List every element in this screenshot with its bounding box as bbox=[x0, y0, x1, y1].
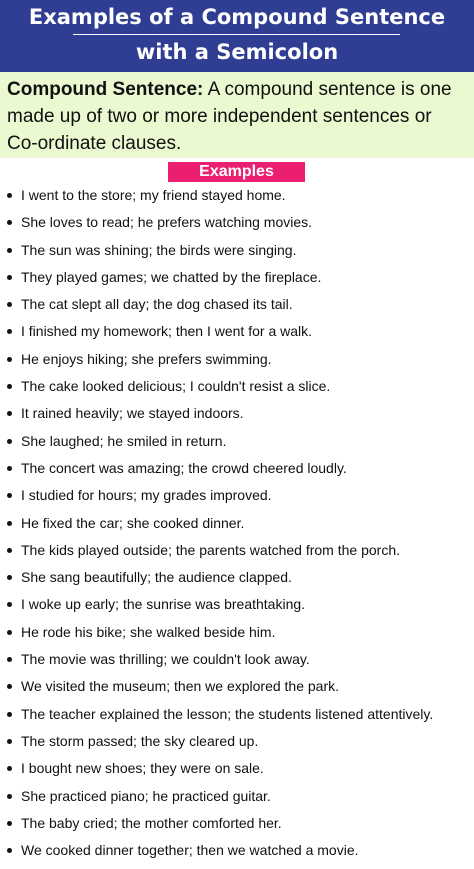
title-divider bbox=[73, 34, 400, 35]
example-item bbox=[0, 373, 474, 400]
definition-term: Compound Sentence: bbox=[7, 79, 204, 100]
example-text: I finished my homework; then I went for a walk. bbox=[21, 323, 313, 340]
bullet-icon bbox=[7, 739, 12, 744]
bullet-icon bbox=[7, 248, 12, 253]
example-item bbox=[0, 291, 474, 318]
bullet-icon bbox=[7, 193, 12, 198]
definition-text: A compound sentence is one made up of two or more independent sentences or Co-ordinate clauses. bbox=[7, 79, 452, 154]
page-title-line-2: with a Semicolon bbox=[135, 40, 339, 64]
example-text: The sun was shining; the birds were singing. bbox=[21, 241, 297, 258]
example-item bbox=[0, 591, 474, 618]
example-text: He fixed the car; she cooked dinner. bbox=[21, 514, 245, 531]
example-text: He enjoys hiking; she prefers swimming. bbox=[21, 350, 272, 367]
page-title-line-1: Examples of a Compound Sentence bbox=[28, 5, 446, 29]
example-text: We cooked dinner together; then we watched a movie. bbox=[21, 842, 359, 859]
example-item bbox=[0, 510, 474, 537]
example-text: The teacher explained the lesson; the students listened attentively. bbox=[21, 705, 434, 722]
example-item bbox=[0, 673, 474, 700]
example-text: The kids played outside; the parents watched from the porch. bbox=[21, 541, 400, 558]
bullet-icon bbox=[7, 657, 12, 662]
bullet-icon bbox=[7, 411, 12, 416]
example-item bbox=[0, 755, 474, 782]
example-item bbox=[0, 837, 474, 864]
example-item bbox=[0, 400, 474, 427]
example-item bbox=[0, 728, 474, 755]
example-item bbox=[0, 564, 474, 591]
example-item bbox=[0, 646, 474, 673]
example-text: I woke up early; the sunrise was breathtaking. bbox=[21, 596, 306, 613]
example-text: The baby cried; the mother comforted her. bbox=[21, 814, 282, 831]
example-text: The concert was amazing; the crowd cheered loudly. bbox=[21, 459, 347, 476]
example-item bbox=[0, 455, 474, 482]
example-text: The cake looked delicious; I couldn't resist a slice. bbox=[21, 378, 331, 395]
bullet-icon bbox=[7, 384, 12, 389]
example-text: She loves to read; he prefers watching movies. bbox=[21, 214, 313, 231]
bullet-icon bbox=[7, 766, 12, 771]
bullet-icon bbox=[7, 493, 12, 498]
example-text: The movie was thrilling; we couldn't look away. bbox=[21, 651, 310, 668]
bullet-icon bbox=[7, 684, 12, 689]
example-text: We visited the museum; then we explored the park. bbox=[21, 678, 340, 695]
bullet-icon bbox=[7, 794, 12, 799]
example-item bbox=[0, 619, 474, 646]
bullet-icon bbox=[7, 630, 12, 635]
example-item bbox=[0, 428, 474, 455]
example-text: She sang beautifully; the audience clapped. bbox=[21, 569, 292, 586]
example-item bbox=[0, 537, 474, 564]
bullet-icon bbox=[7, 357, 12, 362]
bullet-icon bbox=[7, 548, 12, 553]
bullet-icon bbox=[7, 712, 12, 717]
bullet-icon bbox=[7, 275, 12, 280]
bullet-icon bbox=[7, 329, 12, 334]
example-item bbox=[0, 237, 474, 264]
example-text: I went to the store; my friend stayed home. bbox=[21, 187, 286, 203]
example-text: They played games; we chatted by the fireplace. bbox=[21, 268, 322, 285]
bullet-icon bbox=[7, 602, 12, 607]
example-item bbox=[0, 783, 474, 810]
example-item bbox=[0, 209, 474, 236]
examples-badge: Examples bbox=[168, 162, 305, 182]
example-item bbox=[0, 182, 474, 209]
bullet-icon bbox=[7, 466, 12, 471]
example-text: I studied for hours; my grades improved. bbox=[21, 487, 272, 504]
bullet-icon bbox=[7, 220, 12, 225]
example-text: He rode his bike; she walked beside him. bbox=[21, 623, 276, 640]
example-item bbox=[0, 482, 474, 509]
example-text: The cat slept all day; the dog chased its tail. bbox=[21, 296, 293, 313]
example-item bbox=[0, 318, 474, 345]
bullet-icon bbox=[7, 575, 12, 580]
example-text: I bought new shoes; they were on sale. bbox=[21, 760, 264, 777]
example-text: The storm passed; the sky cleared up. bbox=[21, 732, 259, 749]
bullet-icon bbox=[7, 848, 12, 853]
example-item bbox=[0, 264, 474, 291]
example-text: She laughed; he smiled in return. bbox=[21, 432, 227, 449]
bullet-icon bbox=[7, 821, 12, 826]
bullet-icon bbox=[7, 521, 12, 526]
bullet-icon bbox=[7, 302, 12, 307]
example-text: It rained heavily; we stayed indoors. bbox=[21, 405, 244, 422]
example-text: She practiced piano; he practiced guitar. bbox=[21, 787, 271, 804]
examples-list bbox=[0, 182, 474, 864]
example-item bbox=[0, 810, 474, 837]
header-banner bbox=[0, 0, 474, 72]
example-item bbox=[0, 346, 474, 373]
definition-box bbox=[0, 72, 474, 158]
example-item bbox=[0, 701, 474, 728]
bullet-icon bbox=[7, 439, 12, 444]
